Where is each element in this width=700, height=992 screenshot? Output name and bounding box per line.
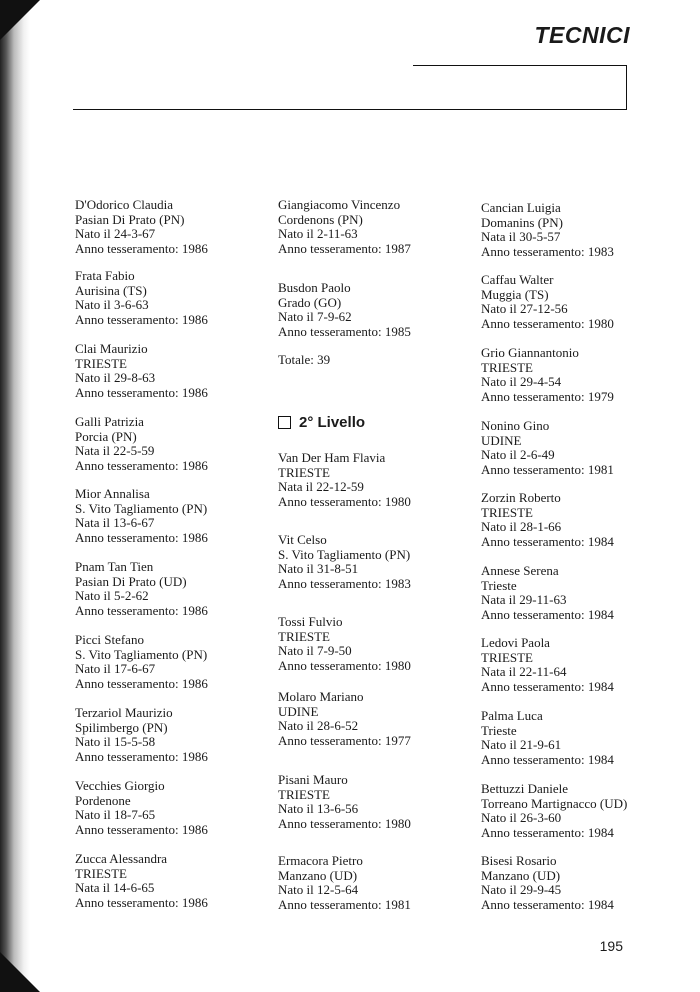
list-item xyxy=(481,709,614,767)
book-spine-shadow xyxy=(0,0,30,992)
person-place: S. Vito Tagliamento (PN) xyxy=(75,500,208,516)
person-name: Tossi Fulvio xyxy=(278,614,343,629)
person-registration: Anno tesseramento: 1984 xyxy=(481,678,614,694)
person-name: Terzariol Maurizio xyxy=(75,705,173,720)
list-item xyxy=(481,854,614,912)
person-place: UDINE xyxy=(278,703,319,719)
person-name: Cancian Luigia xyxy=(481,200,561,215)
person-birth: Nato il 2-6-49 xyxy=(481,447,555,463)
person-place: Manzano (UD) xyxy=(278,867,358,883)
person-place: S. Vito Tagliamento (PN) xyxy=(75,646,208,662)
list-item xyxy=(75,269,208,327)
person-name: Bisesi Rosario xyxy=(481,853,557,868)
person-birth: Nato il 31-8-51 xyxy=(278,561,359,577)
person-birth: Nato il 17-6-67 xyxy=(75,661,156,677)
person-name: Grio Giannantonio xyxy=(481,345,579,360)
person-name: Nonino Gino xyxy=(481,418,550,433)
person-registration: Anno tesseramento: 1983 xyxy=(278,575,411,591)
list-item xyxy=(481,564,614,622)
list-item xyxy=(75,487,208,545)
person-place: Spilimbergo (PN) xyxy=(75,719,168,735)
person-place: S. Vito Tagliamento (PN) xyxy=(278,546,411,562)
person-place: Porcia (PN) xyxy=(75,428,137,444)
list-item xyxy=(75,415,208,473)
person-birth: Nata il 29-11-63 xyxy=(481,592,567,608)
person-place: Pasian Di Prato (UD) xyxy=(75,573,187,589)
person-birth: Nato il 5-2-62 xyxy=(75,588,149,604)
person-place: Pasian Di Prato (PN) xyxy=(75,211,185,227)
person-registration: Anno tesseramento: 1980 xyxy=(278,657,411,673)
list-item xyxy=(481,346,614,404)
person-place: TRIESTE xyxy=(481,649,533,665)
person-registration: Anno tesseramento: 1983 xyxy=(481,243,614,259)
person-name: Palma Luca xyxy=(481,708,543,723)
person-name: Bettuzzi Daniele xyxy=(481,781,568,796)
person-birth: Nato il 7-9-62 xyxy=(278,309,352,325)
person-name: Pnam Tan Tien xyxy=(75,559,154,574)
person-name: Vit Celso xyxy=(278,532,327,547)
person-birth: Nato il 13-6-56 xyxy=(278,801,359,817)
person-name: Picci Stefano xyxy=(75,632,144,647)
person-birth: Nato il 28-1-66 xyxy=(481,519,562,535)
header-rule-long xyxy=(73,109,627,110)
list-item xyxy=(75,779,208,837)
person-name: Busdon Paolo xyxy=(278,280,351,295)
list-item xyxy=(75,633,208,691)
person-registration: Anno tesseramento: 1984 xyxy=(481,606,614,622)
list-item xyxy=(481,419,614,477)
person-registration: Anno tesseramento: 1984 xyxy=(481,751,614,767)
person-registration: Anno tesseramento: 1980 xyxy=(278,493,411,509)
spine-corner-top xyxy=(0,0,40,40)
person-birth: Nata il 14-6-65 xyxy=(75,880,155,896)
list-item xyxy=(75,198,208,256)
person-birth: Nato il 15-5-58 xyxy=(75,734,156,750)
person-birth: Nata il 22-5-59 xyxy=(75,443,155,459)
person-registration: Anno tesseramento: 1986 xyxy=(75,240,208,256)
person-name: Pisani Mauro xyxy=(278,772,348,787)
person-registration: Anno tesseramento: 1986 xyxy=(75,602,208,618)
list-item xyxy=(75,560,208,618)
person-name: Zorzin Roberto xyxy=(481,490,561,505)
person-place: TRIESTE xyxy=(481,359,533,375)
person-registration: Anno tesseramento: 1984 xyxy=(481,896,614,912)
list-item xyxy=(481,782,627,840)
header-rule-short xyxy=(413,65,627,66)
person-birth: Nato il 18-7-65 xyxy=(75,807,156,823)
person-birth: Nato il 29-8-63 xyxy=(75,370,156,386)
person-registration: Anno tesseramento: 1981 xyxy=(481,461,614,477)
list-item xyxy=(278,281,411,339)
list-item xyxy=(278,198,411,256)
person-place: Pordenone xyxy=(75,792,131,808)
person-registration: Anno tesseramento: 1986 xyxy=(75,311,208,327)
person-place: TRIESTE xyxy=(75,865,127,881)
person-birth: Nato il 28-6-52 xyxy=(278,718,359,734)
person-registration: Anno tesseramento: 1985 xyxy=(278,323,411,339)
person-place: TRIESTE xyxy=(278,786,330,802)
person-place: TRIESTE xyxy=(278,464,330,480)
section-title: TECNICI xyxy=(534,22,630,48)
total-count: Totale: 39 xyxy=(278,352,331,367)
person-name: Caffau Walter xyxy=(481,272,554,287)
person-birth: Nato il 12-5-64 xyxy=(278,882,359,898)
person-registration: Anno tesseramento: 1987 xyxy=(278,240,411,256)
person-birth: Nata il 30-5-57 xyxy=(481,229,561,245)
person-place: Muggia (TS) xyxy=(481,286,549,302)
person-name: Frata Fabio xyxy=(75,268,135,283)
list-item xyxy=(481,491,614,549)
person-place: TRIESTE xyxy=(481,504,533,520)
list-item xyxy=(481,273,614,331)
person-birth: Nata il 22-11-64 xyxy=(481,664,567,680)
level-heading xyxy=(278,414,365,431)
person-place: Aurisina (TS) xyxy=(75,282,147,298)
person-registration: Anno tesseramento: 1986 xyxy=(75,457,208,473)
person-place: Domanins (PN) xyxy=(481,214,563,230)
person-name: Ledovi Paola xyxy=(481,635,550,650)
person-name: Mior Annalisa xyxy=(75,486,150,501)
person-place: Trieste xyxy=(481,577,517,593)
person-registration: Anno tesseramento: 1986 xyxy=(75,384,208,400)
person-name: D'Odorico Claudia xyxy=(75,197,174,212)
person-registration: Anno tesseramento: 1986 xyxy=(75,821,208,837)
person-registration: Anno tesseramento: 1986 xyxy=(75,675,208,691)
person-name: Van Der Ham Flavia xyxy=(278,450,386,465)
person-place: UDINE xyxy=(481,432,522,448)
person-registration: Anno tesseramento: 1986 xyxy=(75,529,208,545)
person-registration: Anno tesseramento: 1984 xyxy=(481,824,614,840)
person-place: Trieste xyxy=(481,722,517,738)
person-registration: Anno tesseramento: 1977 xyxy=(278,732,411,748)
person-birth: Nato il 3-6-63 xyxy=(75,297,149,313)
person-birth: Nato il 24-3-67 xyxy=(75,226,156,242)
person-registration: Anno tesseramento: 1980 xyxy=(278,815,411,831)
list-item xyxy=(278,533,411,591)
list-item xyxy=(278,773,411,831)
list-item xyxy=(75,342,208,400)
person-birth: Nato il 21-9-61 xyxy=(481,737,562,753)
person-name: Galli Patrizia xyxy=(75,414,144,429)
person-birth: Nato il 2-11-63 xyxy=(278,226,358,242)
checkbox-icon xyxy=(278,416,291,429)
person-registration: Anno tesseramento: 1986 xyxy=(75,894,208,910)
person-place: Grado (GO) xyxy=(278,294,342,310)
person-place: TRIESTE xyxy=(278,628,330,644)
person-place: Manzano (UD) xyxy=(481,867,561,883)
spine-corner-bottom xyxy=(0,952,40,992)
person-birth: Nato il 26-3-60 xyxy=(481,810,562,826)
person-birth: Nato il 29-9-45 xyxy=(481,882,562,898)
person-birth: Nato il 27-12-56 xyxy=(481,301,568,317)
list-item xyxy=(75,706,208,764)
person-birth: Nato il 7-9-50 xyxy=(278,643,352,659)
person-name: Giangiacomo Vincenzo xyxy=(278,197,401,212)
list-item xyxy=(481,636,614,694)
person-name: Zucca Alessandra xyxy=(75,851,168,866)
person-name: Annese Serena xyxy=(481,563,559,578)
person-name: Ermacora Pietro xyxy=(278,853,363,868)
person-registration: Anno tesseramento: 1986 xyxy=(75,748,208,764)
list-item xyxy=(75,852,208,910)
person-birth: Nata il 22-12-59 xyxy=(278,479,364,495)
list-item xyxy=(278,615,411,673)
level-heading-label: 2° Livello xyxy=(299,414,366,431)
person-birth: Nato il 29-4-54 xyxy=(481,374,562,390)
person-name: Molaro Mariano xyxy=(278,689,364,704)
person-place: Torreano Martignacco (UD) xyxy=(481,795,628,811)
person-birth: Nata il 13-6-67 xyxy=(75,515,155,531)
list-item xyxy=(278,451,411,509)
person-registration: Anno tesseramento: 1979 xyxy=(481,388,614,404)
list-item xyxy=(278,690,411,748)
header-rule-vertical xyxy=(626,65,627,109)
person-registration: Anno tesseramento: 1981 xyxy=(278,896,411,912)
person-name: Vecchies Giorgio xyxy=(75,778,165,793)
person-registration: Anno tesseramento: 1984 xyxy=(481,533,614,549)
person-registration: Anno tesseramento: 1980 xyxy=(481,315,614,331)
list-item xyxy=(278,854,411,912)
person-place: TRIESTE xyxy=(75,355,127,371)
person-place: Cordenons (PN) xyxy=(278,211,363,227)
list-item xyxy=(481,201,614,259)
page-number: 195 xyxy=(599,938,623,954)
person-name: Clai Maurizio xyxy=(75,341,148,356)
